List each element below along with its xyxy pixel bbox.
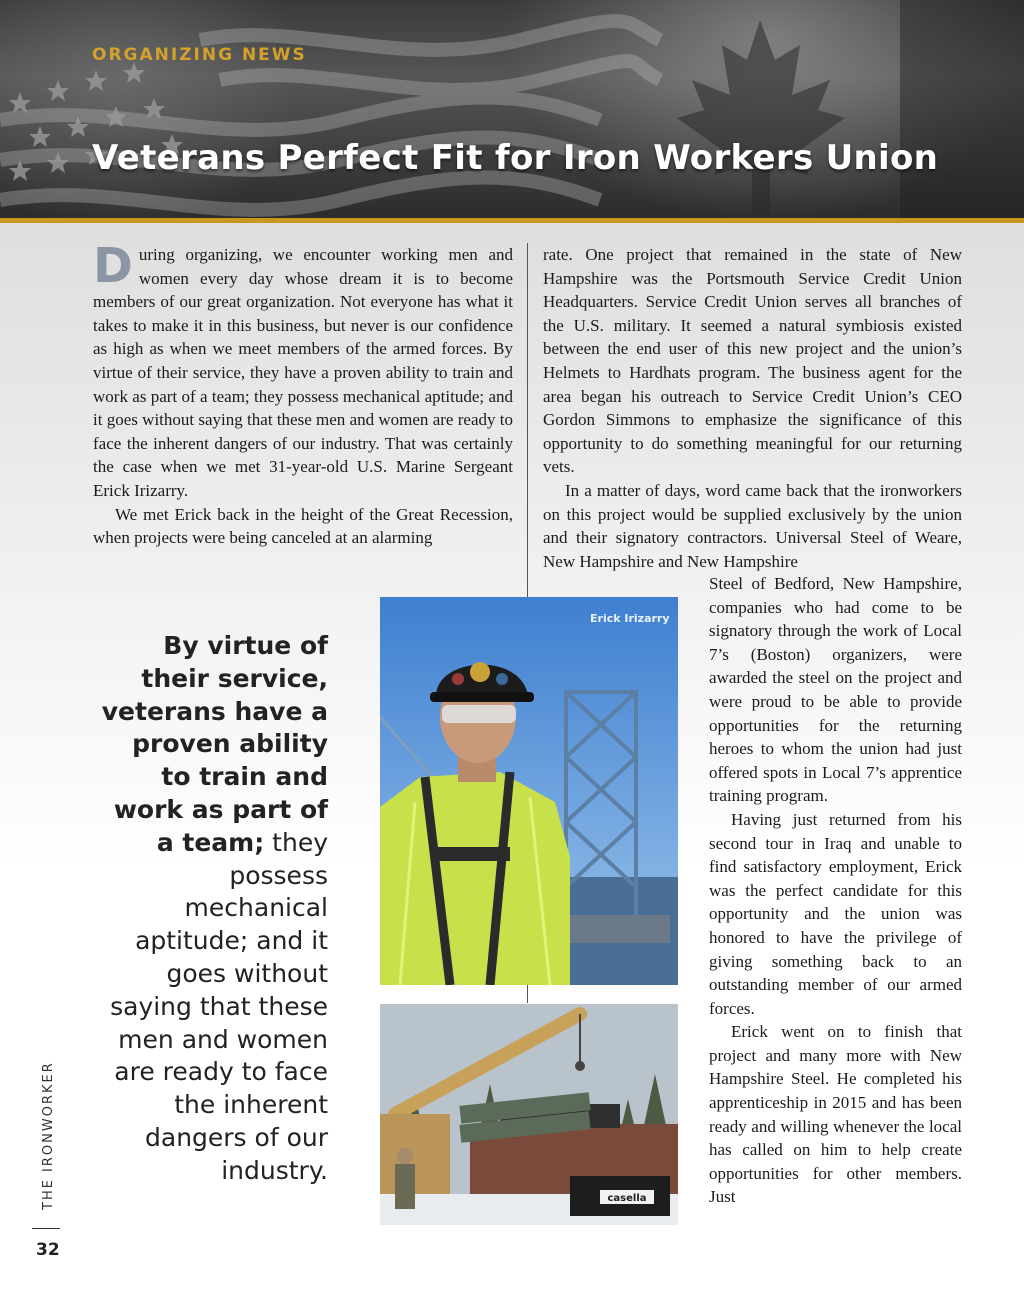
pull-quote <box>96 630 328 1188</box>
section-label: ORGANIZING NEWS <box>92 45 307 65</box>
article-column-3 <box>709 572 962 1209</box>
paragraph: Erick went on to finish that project and many more with New Hampshire Steel. He completed his apprenticeship in 2015 and has been ready and willing whenever the local has called on him to help create opportunities for other members. Just <box>709 1022 962 1207</box>
paragraph-text: uring organizing, we encounter working men and women every day whose dream it is to become members of our great organization. Not everyone has what it takes to make it in this business, but never is our confidence as high as when we meet members of the armed forces. By virtue of their service, they have a proven ability to train and work as part of a team; they possess mechanical aptitude; and it goes without saying that these men and women are ready to face the inherent dangers of our industry. That was certainly the case when we met 31-year-old U.S. Marine Sergeant Erick Irizarry. <box>93 245 513 500</box>
column-divider <box>527 243 528 598</box>
paragraph: We met Erick back in the height of the Great Recession, when projects were being canceled at an alarming <box>93 504 513 548</box>
magazine-name: THE IRONWORKER <box>41 1061 56 1210</box>
crane-site-photo <box>380 1004 678 1225</box>
paragraph <box>93 238 513 503</box>
article-column-1 <box>93 238 513 550</box>
header-banner <box>0 0 1024 218</box>
article-column-2 <box>543 243 962 573</box>
maple-leaf-graphic <box>677 20 845 215</box>
page-number: 32 <box>36 1240 60 1260</box>
paragraph: Having just returned from his second tour in Iraq and unable to find satisfactory employment, Erick was the perfect candidate for this opportunity and the union was honored to have the privilege of giving something back to an outstanding member of our armed forces. <box>709 809 962 1018</box>
paragraph: Steel of Bedford, New Hampshire, companies who had come to be signatory through the work of Local 7’s (Boston) organizers, were awarded the steel on the project and were proud to be able to provide opportunities for the returning heroes to whom the union had just offered spots in Local 7’s apprentice training program. <box>709 574 962 806</box>
pull-quote-bold: By virtue of their service, veterans have a proven ability to train and work as part of a team; <box>101 631 328 857</box>
pull-quote-regular: they possess mechanical aptitude; and it goes without saying that these men and women are ready to face the inherent dangers of our industry. <box>110 827 328 1185</box>
column-divider <box>527 985 528 1003</box>
flag-background-graphic <box>0 0 1024 218</box>
paragraph: In a matter of days, word came back that the ironworkers on this project would be supplied exclusively by the union and their signatory contractors. Universal Steel of Weare, New Hampshire and New Hampshire <box>543 480 962 571</box>
photo-caption: Erick Irizarry <box>590 612 670 625</box>
article-headline: Veterans Perfect Fit for Iron Workers Union <box>92 138 939 178</box>
dumpster-sign: casella <box>607 1193 647 1204</box>
drop-cap: D <box>93 238 133 294</box>
ironworker-portrait-photo <box>380 597 678 985</box>
page-number-rule <box>32 1228 60 1229</box>
paragraph: rate. One project that remained in the state of New Hampshire was the Portsmouth Service Credit Union Headquarters. Service Credit Union serves all branches of the U.S. military. It seemed a natural symbiosis existed between the end user of this new project and the union’s Helmets to Hardhats program. The business agent for the area began his outreach to Service Credit Union’s CEO Gordon Simmons to emphasize the significance of this opportunity to do something meaningful for our returning vets. <box>543 245 962 477</box>
